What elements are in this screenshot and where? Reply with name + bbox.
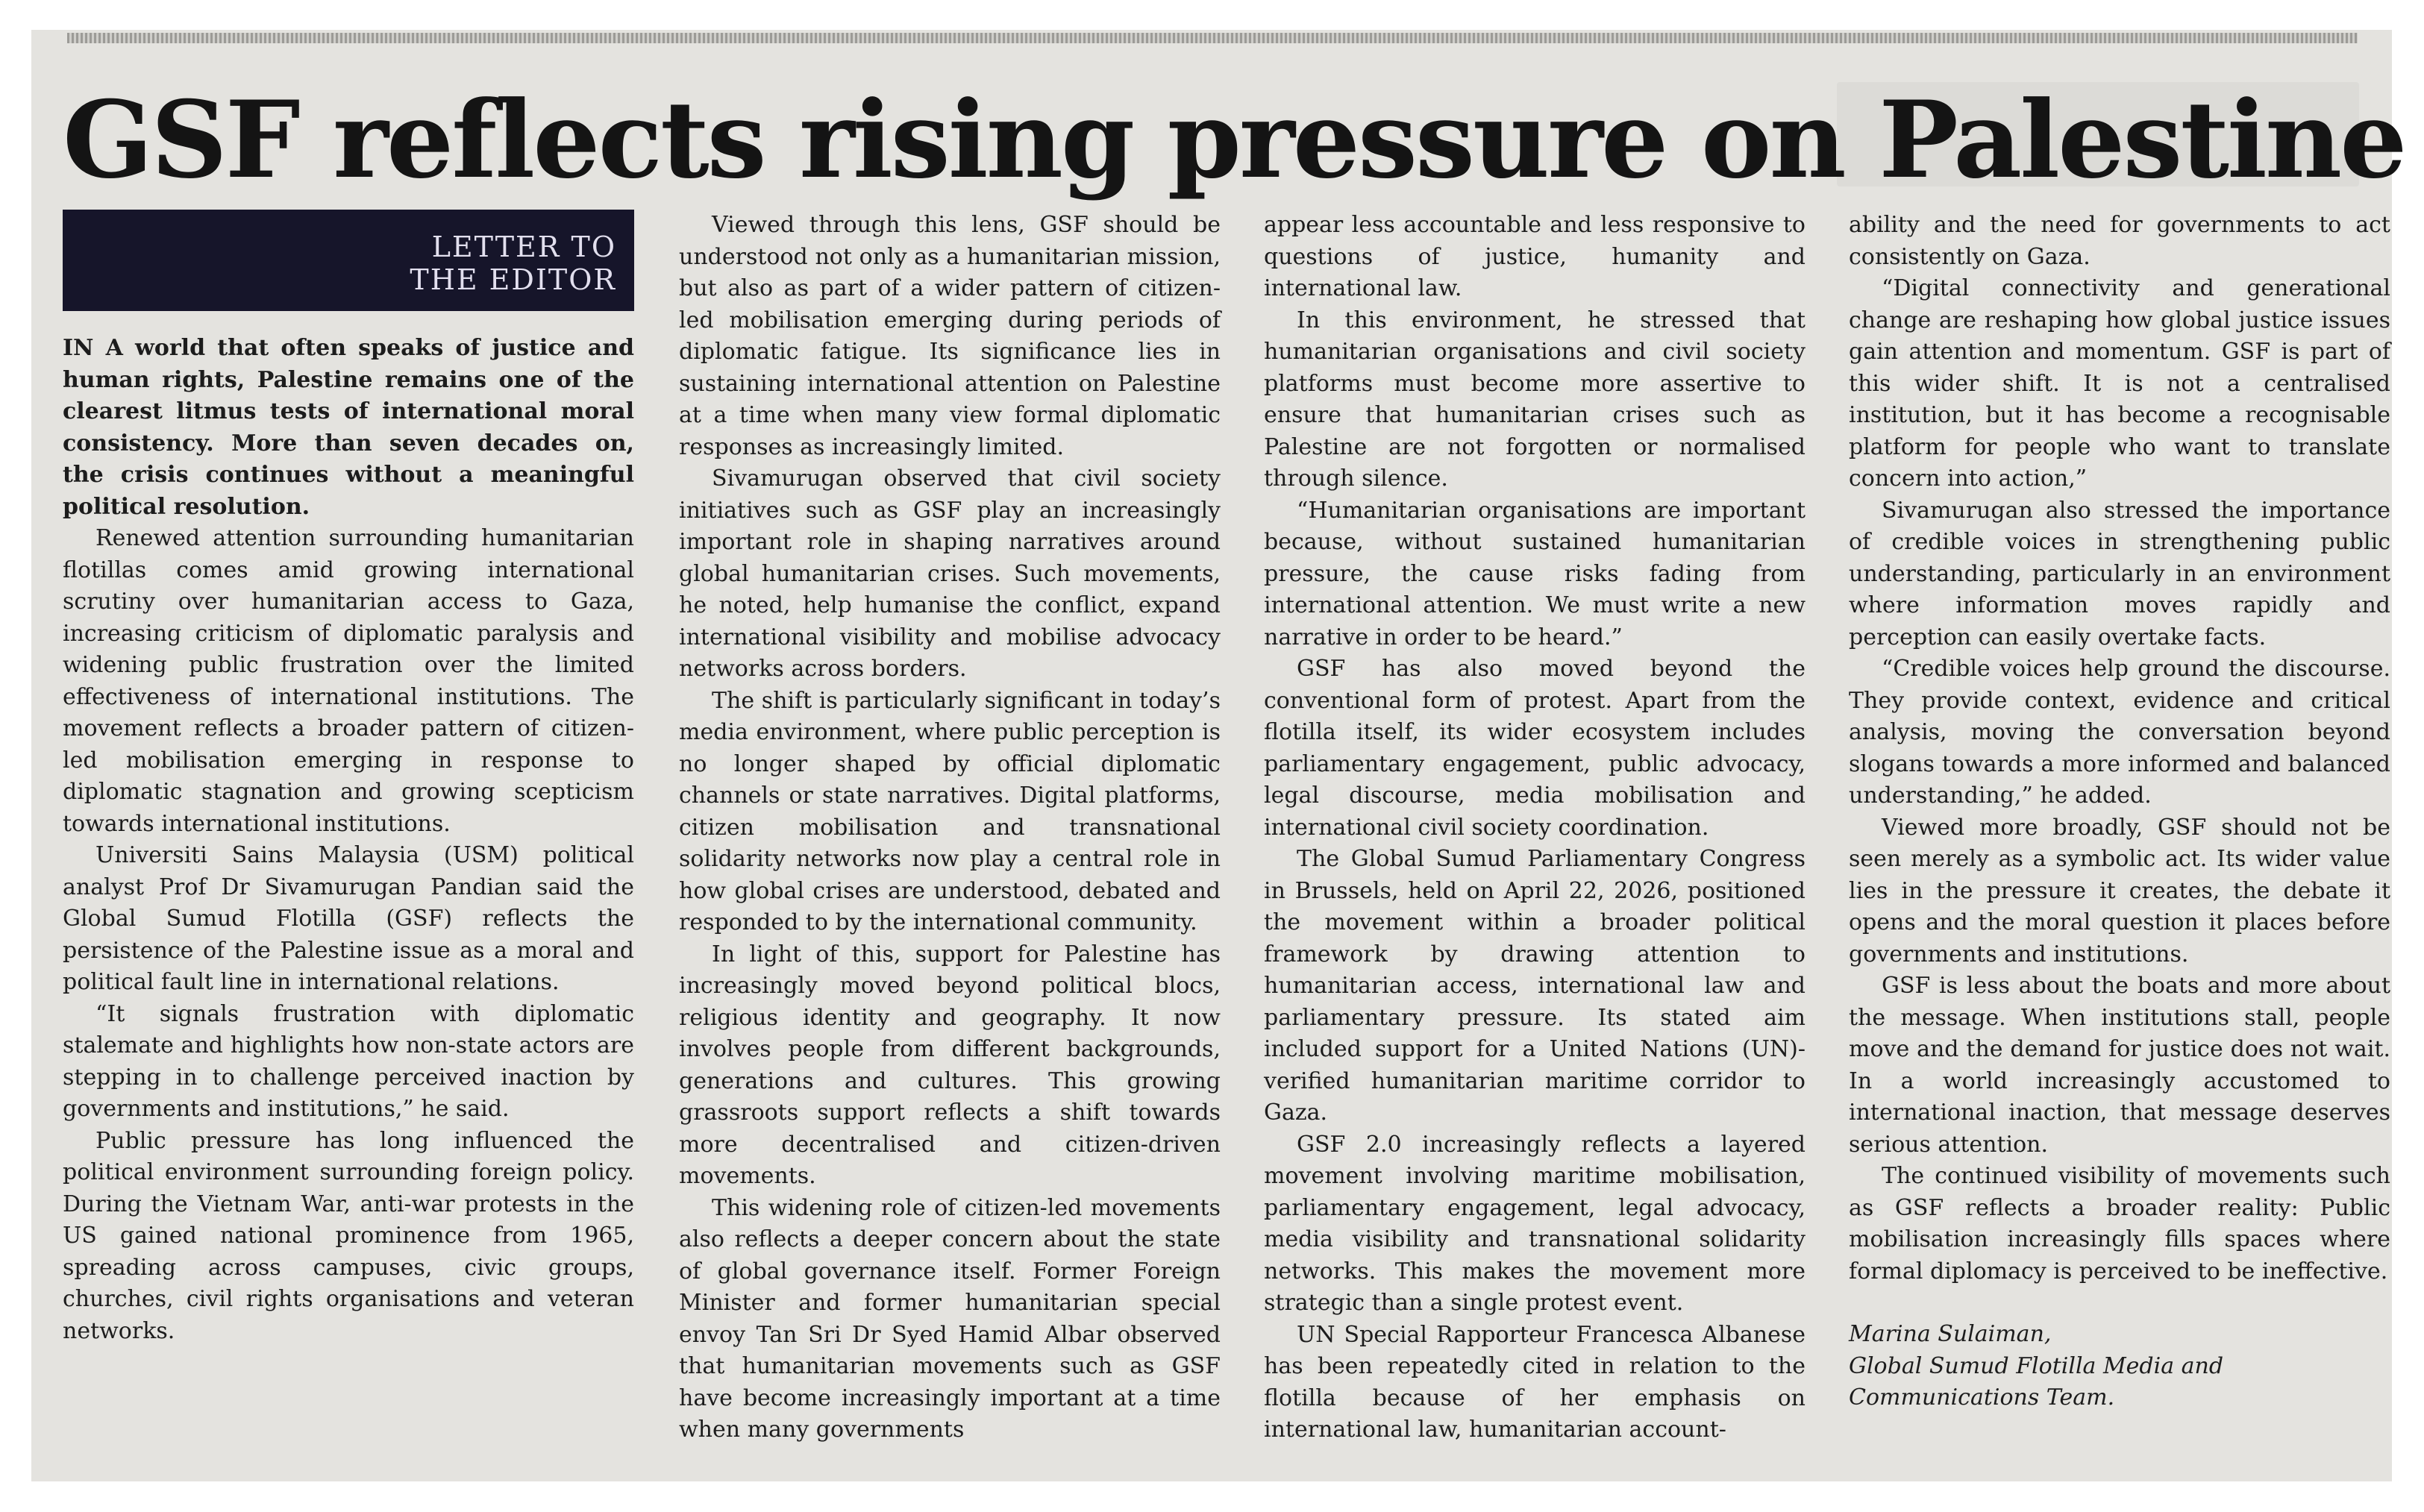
article-paragraph: ability and the need for governments to act consistently on Gaza. xyxy=(1849,212,2390,270)
article-paragraph: In light of this, support for Palestine has increasingly moved beyond political blocs, religious identity and geography. It now involves people from different backgrounds, generations and cultures. This growing grassroots support reflects a shift towards more decentralised and citizen-driven movements. xyxy=(679,941,1221,1189)
article-paragraph: IN A world that often speaks of justice and human rights, Palestine remains one of the clearest litmus tests of international moral consistency. More than seven decades on, the crisis continues without a meaningful political resolution. xyxy=(63,335,634,520)
signature-line: Global Sumud Flotilla Media and Communications Team. xyxy=(1849,1352,2224,1411)
article-paragraph: The shift is particularly significant in today’s media environment, where public perception is no longer shaped by official diplomatic channels or state narratives. Digital platforms, citizen mobilisation and transnational solidarity networks now play a central role in how global crises are understood, debated and responded to by the international community. xyxy=(679,687,1221,935)
article-paragraph: Sivamurugan observed that civil society initiatives such as GSF play an increasingly important role in shaping narratives around global humanitarian crises. Such movements, he noted, help humanise the conflict, expand international visibility and mobilise advocacy networks across borders. xyxy=(679,465,1221,682)
article-paragraph: “It signals frustration with diplomatic stalemate and highlights how non-state actors are stepping in to challenge perceived inaction by governments and institutions,” he said. xyxy=(63,1000,634,1122)
article-paragraph: In this environment, he stressed that humanitarian organisations and civil society platforms must become more assertive to ensure that humanitarian crises such as Palestine are not forgotten or normalised through silence. xyxy=(1264,307,1806,492)
signature-line: Marina Sulaiman, xyxy=(1849,1321,2052,1347)
section-label-line2: THE EDITOR xyxy=(410,263,616,296)
article-paragraph: “Digital connectivity and generational change are reshaping how global justice issues gain attention and momentum. GSF is part of this wider shift. It is not a centralised institution, but it has become a recognisable platform for people who want to translate concern into action,” xyxy=(1849,275,2390,492)
section-label-line1: LETTER TO xyxy=(431,230,616,263)
article-paragraph: This widening role of citizen-led movements also reflects a deeper concern about the state of global governance itself. Former Foreign Minister and former humanitarian special envoy Tan Sri Dr Syed Hamid Albar observed that humanitarian movements such as GSF have become increasingly important at a time when many governments xyxy=(679,1194,1221,1443)
section-label xyxy=(63,210,634,311)
article-paragraph: The continued visibility of movements such as GSF reflects a broader reality: Public mobilisation increasingly fills spaces where formal diplomacy is perceived to be ineffective. xyxy=(1849,1163,2390,1284)
article-paragraph: The Global Sumud Parliamentary Congress in Brussels, held on April 22, 2026, positioned the movement within a broader political framework by drawing attention to humanitarian access, international law and parliamentary pressure. Its stated aim included support for a United Nations (UN)-verified humanitarian maritime corridor to Gaza. xyxy=(1264,846,1806,1126)
headline: GSF reflects rising pressure on Palestine xyxy=(63,78,2405,202)
article-column-1 xyxy=(63,333,634,1347)
newspaper-clipping xyxy=(31,30,2405,1481)
article-paragraph: Renewed attention surrounding humanitarian flotillas comes amid growing international scrutiny over humanitarian access to Gaza, increasing criticism of diplomatic paralysis and widening public frustration over the limited effectiveness of international institutions. The movement reflects a broader pattern of citizen-led mobilisation emerging in response to diplomatic stagnation and growing scepticism towards international institutions. xyxy=(63,525,634,837)
article-paragraph: Universiti Sains Malaysia (USM) political analyst Prof Dr Sivamurugan Pandian said the Global Sumud Flotilla (GSF) reflects the persistence of the Palestine issue as a moral and political fault line in international relations. xyxy=(63,842,634,995)
article-paragraph: appear less accountable and less responsive to questions of justice, humanity and international law. xyxy=(1264,212,1806,301)
article-column-4 xyxy=(1849,210,2390,1414)
article-paragraph: GSF has also moved beyond the conventional form of protest. Apart from the flotilla itself, its wider ecosystem includes parliamentary engagement, public advocacy, legal discourse, media mobilisation and international civil society coordination. xyxy=(1264,656,1806,841)
article-paragraph: GSF 2.0 increasingly reflects a layered movement involving maritime mobilisation, parliamentary engagement, legal advocacy, media visibility and transnational solidarity networks. This makes the movement more strategic than a single protest event. xyxy=(1264,1131,1806,1316)
article-paragraph: Viewed more broadly, GSF should not be seen merely as a symbolic act. Its wider value lies in the pressure it creates, the debate it opens and the moral question it places before governments and institutions. xyxy=(1849,814,2390,967)
article-column-3 xyxy=(1264,210,1806,1446)
article-paragraph: UN Special Rapporteur Francesca Albanese has been repeatedly cited in relation to the flotilla because of her emphasis on international law, humanitarian account- xyxy=(1264,1321,1806,1443)
article-paragraph: GSF is less about the boats and more about the message. When institutions stall, people move and the demand for justice does not wait. In a world increasingly accustomed to international inaction, that message deserves serious attention. xyxy=(1849,973,2390,1158)
article-paragraph: Viewed through this lens, GSF should be understood not only as a humanitarian mission, but also as part of a wider pattern of citizen-led mobilisation emerging during periods of diplomatic fatigue. Its significance lies in sustaining international attention on Palestine at a time when many view formal diplomatic responses as increasingly limited. xyxy=(679,212,1221,460)
article-paragraph: Sivamurugan also stressed the importance of credible voices in strengthening public understanding, particularly in an environment where information moves rapidly and perception can easily overtake facts. xyxy=(1849,497,2390,650)
article-column-2 xyxy=(679,210,1221,1446)
article-paragraph: Public pressure has long influenced the political environment surrounding foreign policy. During the Vietnam War, anti-war protests in the US gained national prominence from 1965, spreading across campuses, civic groups, churches, civil rights organisations and veteran networks. xyxy=(63,1127,634,1344)
article-paragraph: “Humanitarian organisations are important because, without sustained humanitarian pressure, the cause risks fading from international attention. We must write a new narrative in order to be heard.” xyxy=(1264,497,1806,650)
top-rule xyxy=(67,33,2358,43)
article-paragraph: “Credible voices help ground the discourse. They provide context, evidence and critical analysis, moving the conversation beyond slogans towards a more informed and balanced understanding,” he added. xyxy=(1849,656,2390,809)
